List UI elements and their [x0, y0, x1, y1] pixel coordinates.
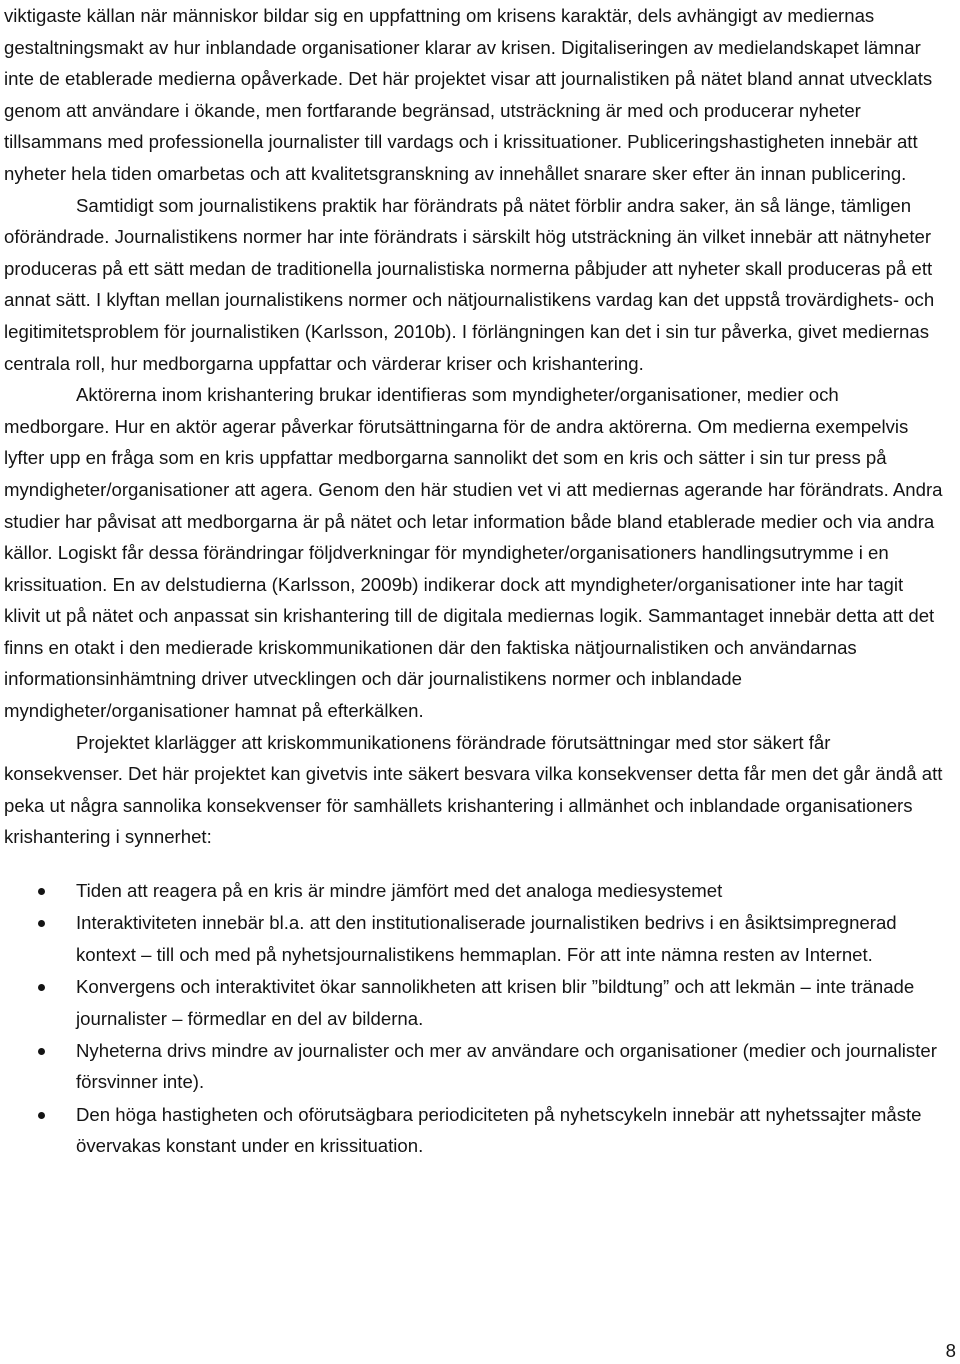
- bullet-list: [4, 875, 944, 1162]
- list-item-text: Nyheterna drivs mindre av journalister och mer av användare och organisationer (medier och journalister försvinner inte).: [76, 1039, 937, 1093]
- bullet-icon: [38, 888, 45, 895]
- list-item: [4, 875, 944, 907]
- bullet-icon: [38, 1048, 45, 1055]
- list-item-text: Interaktiviteten innebär bl.a. att den institutionaliserade journalistiken bedrivs i en åsiktsimpregnerad kontext – till och med på nyhetsjournalistikens hemmaplan. För att inte nämna resten av Internet.: [76, 912, 897, 965]
- bullet-icon: [38, 920, 45, 927]
- body-text: [4, 0, 944, 1162]
- paragraph-1: viktigaste källan när människor bildar sig en uppfattning om krisens karaktär, dels avhängigt av mediernas gestaltningsmakt av hur inblandade organisationer klarar av krisen. Digitaliseringen av medielandskapet lämnar inte de etablerade medierna opåverkade. Det här projektet visar att journalistiken på nätet bland annat utvecklats genom att användare i ökande, men fortfarande begränsad, utsträckning är med och producerar nyheter tillsammans med professionella journalister till vardags och i krissituationer. Publiceringshastigheten innebär att nyheter hela tiden omarbetas och att kvalitetsgranskning av innehållet snarare sker efter än innan publicering.: [4, 5, 933, 184]
- paragraph-3: Aktörerna inom krishantering brukar identifieras som myndigheter/organisationer, medier och medborgare. Hur en aktör agerar påverkar förutsättningarna för de andra aktörerna. Om medierna exempelvis lyfter upp en fråga som en kris uppfattar medborgarna sannolikt det som en kris och sätter i sin tur press på myndigheter/organisationer att agera. Genom den här studien vet vi att mediernas agerande har förändrats. Andra studier har påvisat att medborgarna är på nätet och letar information både bland etablerade medier och via andra källor. Logiskt får dessa förändringar följdverkningar för myndigheter/organisationers handlingsutrymme i en krissituation. En av delstudierna (Karlsson, 2009b) indikerar dock att myndigheter/organisationer inte har tagit klivit ut på nätet och anpassat sin krishantering till de digitala mediernas logik. Sammantaget innebär detta att det finns en otakt i den medierade kriskommunikationen där den faktiska nätjournalistiken och användarnas informationsinhämtning driver utvecklingen och där journalistikens normer och inblandade myndigheter/organisationer hamnat på efterkälken.: [4, 384, 943, 722]
- list-item-text: Tiden att reagera på en kris är mindre jämfört med det analoga mediesystemet: [76, 880, 723, 902]
- page-number: 8: [945, 1340, 956, 1361]
- paragraph-spacer: [4, 853, 944, 875]
- list-item-text: Konvergens och interaktivitet ökar sannolikheten att krisen blir ”bildtung” och att lekmän – inte tränade journalister – förmedlar en del av bilderna.: [76, 976, 915, 1029]
- list-item: [4, 1035, 944, 1098]
- list-item: [4, 1099, 944, 1162]
- list-item: [4, 971, 944, 1034]
- paragraph-4: Projektet klarlägger att kriskommunikationens förändrade förutsättningar med stor säkert får konsekvenser. Det här projektet kan givetvis inte säkert besvara vilka konsekvenser detta får men det går ändå att peka ut några sannolika konsekvenser för samhällets krishantering i allmänhet och inblandade organisationers krishantering i synnerhet:: [4, 731, 943, 848]
- bullet-icon: [38, 984, 45, 991]
- paragraph-2: Samtidigt som journalistikens praktik har förändrats på nätet förblir andra saker, än så länge, tämligen oförändrade. Journalistikens normer har inte förändrats i särskilt hög utsträckning än vilket innebär att nätnyheter produceras på ett sätt medan de traditionella journalistiska normerna påbjuder att nyheter skall produceras på ett annat sätt. I klyftan mellan journalistikens normer och nätjournalistikens vardag kan det uppstå trovärdighets- och legitimitetsproblem för journalistiken (Karlsson, 2010b). I förlängningen kan det i sin tur påverka, givet mediernas centrala roll, hur medborgarna uppfattar och värderar kriser och krishantering.: [4, 194, 935, 374]
- list-item: [4, 907, 944, 970]
- bullet-icon: [38, 1112, 45, 1119]
- list-item-text: Den höga hastigheten och oförutsägbara periodiciteten på nyhetscykeln innebär att nyhetssajter måste övervakas konstant under en krissituation.: [76, 1103, 922, 1157]
